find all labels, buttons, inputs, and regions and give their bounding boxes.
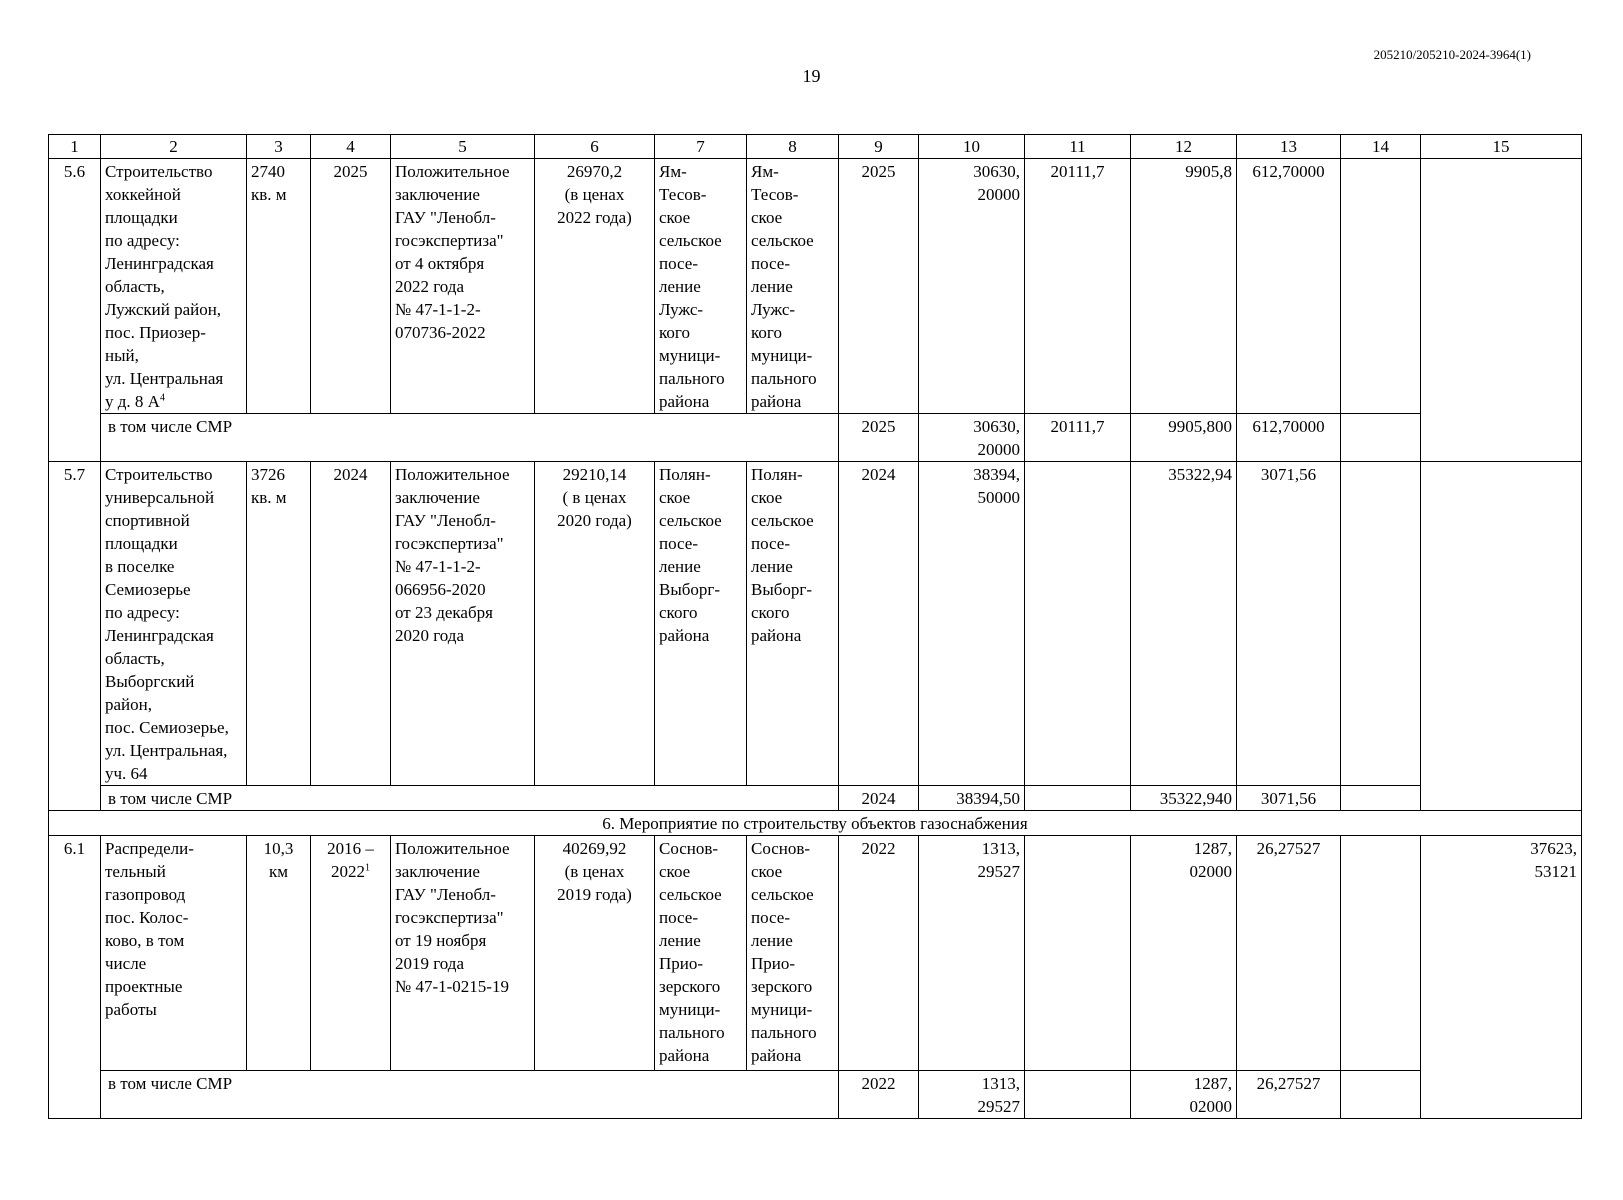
customer-cell: Ям- Тесов- ское сельское посе- ление Лужс- кого муници- пального района <box>655 159 747 414</box>
cost-cell: 26970,2 (в ценах 2022 года) <box>535 159 655 414</box>
table-row <box>49 462 1582 786</box>
expertise-cell: Положительное заключение ГАУ "Ленобл- госэкспертиза" от 19 ноября 2019 года № 47-1-0215-19 <box>391 836 535 1071</box>
col11-cell: 20111,7 <box>1025 159 1131 414</box>
col10-cell: 30630, 20000 <box>919 414 1025 462</box>
col12-cell: 35322,940 <box>1131 786 1237 811</box>
table-row <box>49 159 1582 414</box>
col13-cell: 612,70000 <box>1237 414 1341 462</box>
col-header: 1 <box>49 135 101 159</box>
row-number: 5.7 <box>49 462 101 811</box>
cost-cell: 40269,92 (в ценах 2019 года) <box>535 836 655 1071</box>
owner-cell: Соснов- ское сельское посе- ление Прио- зерского муници- пального района <box>747 836 839 1071</box>
col-header: 6 <box>535 135 655 159</box>
col11-cell: 20111,7 <box>1025 414 1131 462</box>
cost-cell: 29210,14 ( в ценах 2020 года) <box>535 462 655 786</box>
smr-row <box>49 1071 1582 1119</box>
col-header: 13 <box>1237 135 1341 159</box>
customer-cell: Соснов- ское сельское посе- ление Прио- зерского муници- пального района <box>655 836 747 1071</box>
col-header: 8 <box>747 135 839 159</box>
col14-cell <box>1341 159 1421 414</box>
col-header: 4 <box>311 135 391 159</box>
year-text: 2016 – 2022 <box>327 839 374 881</box>
section-title: 6. Мероприятие по строительству объектов газоснабжения <box>49 811 1582 836</box>
owner-cell: Полян- ское сельское посе- ление Выборг- ского района <box>747 462 839 786</box>
col13-cell: 26,27527 <box>1237 836 1341 1071</box>
smr-row <box>49 786 1582 811</box>
col-header: 14 <box>1341 135 1421 159</box>
header-row <box>49 135 1582 159</box>
smr-label: в том числе СМР <box>101 1071 839 1119</box>
col9-cell: 2024 <box>839 786 919 811</box>
object-name: Строительство универсальной спортивной площадки в поселке Семиозерье по адресу: Ленинградская область, Выборгский район, пос. Семиозерье, ул. Центральная, уч. 64 <box>101 462 247 786</box>
col13-cell: 3071,56 <box>1237 786 1341 811</box>
capacity-cell: 3726 кв. м <box>247 462 311 786</box>
capacity-cell: 2740 кв. м <box>247 159 311 414</box>
footnote-mark: 1 <box>365 862 370 874</box>
expertise-cell: Положительное заключение ГАУ "Ленобл- госэкспертиза" № 47-1-1-2- 066956-2020 от 23 декабря 2020 года <box>391 462 535 786</box>
col11-cell <box>1025 462 1131 786</box>
col-header: 3 <box>247 135 311 159</box>
document-id: 205210/205210-2024-3964(1) <box>1373 47 1531 62</box>
year-cell: 2024 <box>311 462 391 786</box>
col12-cell: 1287, 02000 <box>1131 1071 1237 1119</box>
object-name: Распредели- тельный газопровод пос. Колос- ково, в том числе проектные работы <box>101 836 247 1071</box>
col-header: 5 <box>391 135 535 159</box>
col12-cell: 35322,94 <box>1131 462 1237 786</box>
col10-cell: 1313, 29527 <box>919 836 1025 1071</box>
col9-cell: 2022 <box>839 836 919 1071</box>
expertise-cell: Положительное заключение ГАУ "Ленобл- госэкспертиза" от 4 октября 2022 года № 47-1-1-2- 070736-2022 <box>391 159 535 414</box>
col14-cell <box>1341 1071 1421 1119</box>
col14-cell <box>1341 836 1421 1071</box>
col13-cell: 612,70000 <box>1237 159 1341 414</box>
row-number: 6.1 <box>49 836 101 1119</box>
smr-label: в том числе СМР <box>101 414 839 462</box>
footnote-mark: 4 <box>159 392 165 404</box>
col9-cell: 2025 <box>839 414 919 462</box>
col9-cell: 2024 <box>839 462 919 786</box>
col12-cell: 1287, 02000 <box>1131 836 1237 1071</box>
section-row <box>49 811 1582 836</box>
col14-cell <box>1341 462 1421 786</box>
col-header: 9 <box>839 135 919 159</box>
col15-cell: 37623, 53121 <box>1421 836 1582 1119</box>
investment-table-wrapper <box>48 134 1581 1119</box>
smr-row <box>49 414 1582 462</box>
col13-cell: 3071,56 <box>1237 462 1341 786</box>
customer-cell: Полян- ское сельское посе- ление Выборг- ского района <box>655 462 747 786</box>
object-name <box>101 159 247 414</box>
col11-cell <box>1025 1071 1131 1119</box>
owner-cell: Ям- Тесов- ское сельское посе- ление Лужс- кого муници- пального района <box>747 159 839 414</box>
row-number: 5.6 <box>49 159 101 462</box>
col14-cell <box>1341 414 1421 462</box>
capacity-cell: 10,3 км <box>247 836 311 1071</box>
col10-cell: 38394, 50000 <box>919 462 1025 786</box>
year-cell <box>311 836 391 1071</box>
year-cell: 2025 <box>311 159 391 414</box>
col9-cell: 2025 <box>839 159 919 414</box>
col-header: 10 <box>919 135 1025 159</box>
col12-cell: 9905,8 <box>1131 159 1237 414</box>
col9-cell: 2022 <box>839 1071 919 1119</box>
object-name-text: Строительство хоккейной площадки по адресу: Ленинградская область, Лужский район, пос. Приозер- ный, ул. Центральная у д. 8 А <box>105 162 224 411</box>
table-row <box>49 836 1582 1071</box>
col10-cell: 1313, 29527 <box>919 1071 1025 1119</box>
col14-cell <box>1341 786 1421 811</box>
col11-cell <box>1025 786 1131 811</box>
col12-cell: 9905,800 <box>1131 414 1237 462</box>
col13-cell: 26,27527 <box>1237 1071 1341 1119</box>
col10-cell: 30630, 20000 <box>919 159 1025 414</box>
col10-cell: 38394,50 <box>919 786 1025 811</box>
col15-cell <box>1421 159 1582 462</box>
col15-cell <box>1421 462 1582 811</box>
col-header: 12 <box>1131 135 1237 159</box>
col-header: 2 <box>101 135 247 159</box>
col11-cell <box>1025 836 1131 1071</box>
smr-label: в том числе СМР <box>101 786 839 811</box>
page-number: 19 <box>802 66 821 86</box>
investment-table <box>48 134 1582 1119</box>
col-header: 15 <box>1421 135 1582 159</box>
col-header: 11 <box>1025 135 1131 159</box>
col-header: 7 <box>655 135 747 159</box>
